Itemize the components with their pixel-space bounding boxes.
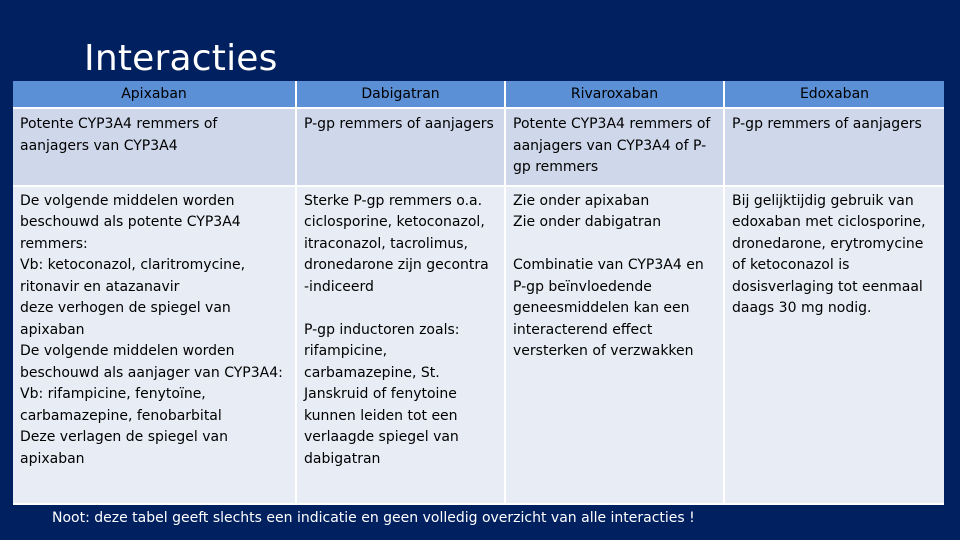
cell-rivaroxaban-summary: Potente CYP3A4 remmers of aanjagers van CYP3A4 of P-gp remmers: [505, 108, 724, 186]
interactions-table: [13, 81, 944, 505]
cell-edoxaban-summary: P-gp remmers of aanjagers: [724, 108, 944, 186]
header-edoxaban: Edoxaban: [724, 81, 944, 108]
cell-dabigatran-detail: Sterke P-gp remmers o.a. ciclosporine, ketoconazol, itraconazol, tacrolimus, dronedarone zijn gecontra -indiceerd P-gp inductoren zoals: rifampicine, carbamazepine, St. Janskruid of fenytoine kunnen leiden tot een verlaagde spiegel van dabigatran: [296, 186, 505, 504]
cell-edoxaban-detail: Bij gelijktijdig gebruik van edoxaban met ciclosporine, dronedarone, erytromycine of ketoconazol is dosisverlaging tot eenmaal daags 30 mg nodig.: [724, 186, 944, 504]
table-row: [13, 108, 944, 186]
header-rivaroxaban: Rivaroxaban: [505, 81, 724, 108]
header-apixaban: Apixaban: [13, 81, 296, 108]
cell-dabigatran-summary: P-gp remmers of aanjagers: [296, 108, 505, 186]
slide-title: Interacties: [84, 38, 278, 79]
table-row: [13, 186, 944, 504]
header-dabigatran: Dabigatran: [296, 81, 505, 108]
table-header-row: [13, 81, 944, 108]
footnote: Noot: deze tabel geeft slechts een indicatie en geen volledig overzicht van alle interacties !: [52, 510, 695, 526]
cell-apixaban-detail: De volgende middelen worden beschouwd als potente CYP3A4 remmers: Vb: ketoconazol, claritromycine, ritonavir en atazanavir deze verhogen de spiegel van apixaban De volgende middelen worden beschouwd als aanjager van CYP3A4: Vb: rifampicine, fenytoïne, carbamazepine, fenobarbital Deze verlagen de spiegel van apixaban: [13, 186, 296, 504]
cell-apixaban-summary: Potente CYP3A4 remmers of aanjagers van CYP3A4: [13, 108, 296, 186]
cell-rivaroxaban-detail: Zie onder apixaban Zie onder dabigatran Combinatie van CYP3A4 en P-gp beïnvloedende geneesmiddelen kan een interacterend effect versterken of verzwakken: [505, 186, 724, 504]
